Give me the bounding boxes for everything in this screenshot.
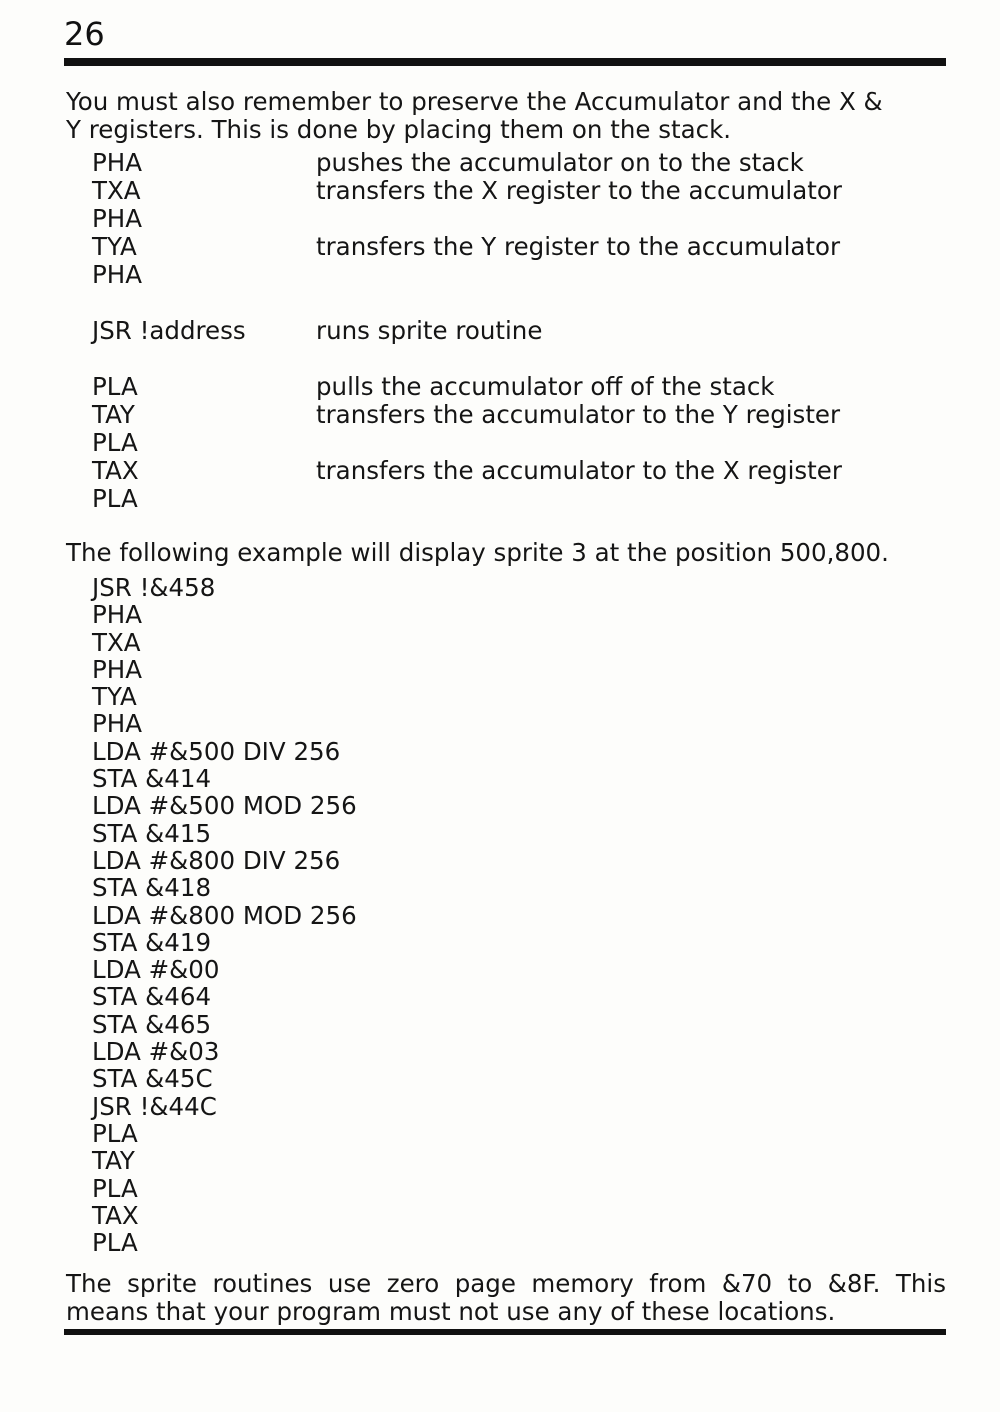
opcode: PLA [92, 428, 138, 457]
opcode: PLA [92, 372, 138, 401]
stack-code-listing [92, 149, 842, 513]
closing-line-2: means that your program must not use any of these locations. [66, 1297, 836, 1326]
code-comment: transfers the accumulator to the X register [316, 456, 842, 485]
code-line: TXA [92, 627, 141, 657]
code-line [92, 149, 842, 177]
code-line: JSR !&458 [92, 573, 216, 602]
opcode: TXA [92, 176, 141, 205]
page-number: 26 [64, 15, 105, 53]
code-line: TYA [92, 682, 137, 712]
opcode: PHA [92, 148, 142, 177]
code-comment: pushes the accumulator on to the stack [316, 148, 804, 177]
code-line: STA &464 [92, 982, 212, 1012]
code-line: PLA [92, 1173, 138, 1203]
code-line: TAY [92, 1146, 135, 1176]
code-line [92, 485, 842, 513]
example-intro: The following example will display sprite 3 at the position 500,800. [66, 538, 889, 567]
intro-line-1: You must also remember to preserve the Accumulator and the X & [66, 87, 883, 116]
code-line [92, 373, 842, 401]
code-line: LDA #&800 DIV 256 [92, 845, 341, 875]
code-line: STA &45C [92, 1064, 213, 1094]
code-line [92, 233, 842, 261]
code-line [92, 177, 842, 205]
top-rule [64, 58, 946, 66]
opcode: TAX [92, 456, 139, 485]
opcode: PHA [92, 204, 142, 233]
code-line [92, 261, 842, 289]
code-comment: transfers the Y register to the accumulator [316, 232, 841, 261]
code-line: STA &415 [92, 818, 212, 848]
code-line: STA &419 [92, 927, 212, 957]
code-line: STA &418 [92, 873, 212, 903]
code-line: STA &465 [92, 1009, 212, 1039]
code-line: LDA #&03 [92, 1037, 220, 1067]
bottom-rule [64, 1329, 946, 1335]
closing-paragraph [66, 1270, 946, 1326]
intro-line-2: Y registers. This is done by placing them on the stack. [66, 115, 732, 144]
code-line: PLA [92, 1118, 138, 1148]
code-comment: pulls the accumulator off of the stack [316, 372, 775, 401]
code-line: LDA #&500 DIV 256 [92, 736, 341, 766]
code-line: PHA [92, 654, 142, 684]
code-line [92, 317, 842, 345]
closing-line-1: The sprite routines use zero page memory from &70 to &8F. This [66, 1269, 946, 1298]
code-comment: runs sprite routine [316, 316, 543, 345]
opcode: TYA [92, 232, 137, 261]
code-line: PLA [92, 1228, 138, 1258]
code-line: PHA [92, 709, 142, 739]
code-line: LDA #&500 MOD 256 [92, 791, 357, 821]
opcode: TAY [92, 400, 135, 429]
opcode: PLA [92, 484, 138, 513]
code-line [92, 429, 842, 457]
example-code-listing [92, 574, 357, 1256]
code-line [92, 401, 842, 429]
code-line: JSR !&44C [92, 1091, 217, 1121]
code-line: LDA #&800 MOD 256 [92, 900, 357, 930]
code-line [92, 205, 842, 233]
code-comment: transfers the accumulator to the Y register [316, 400, 841, 429]
code-line: STA &414 [92, 764, 212, 794]
code-line [92, 457, 842, 485]
intro-paragraph [66, 88, 946, 144]
opcode: PHA [92, 260, 142, 289]
code-line: PHA [92, 600, 142, 630]
opcode: JSR !address [92, 316, 246, 345]
code-comment: transfers the X register to the accumulator [316, 176, 842, 205]
code-line: TAX [92, 1200, 139, 1230]
code-line: LDA #&00 [92, 955, 220, 985]
